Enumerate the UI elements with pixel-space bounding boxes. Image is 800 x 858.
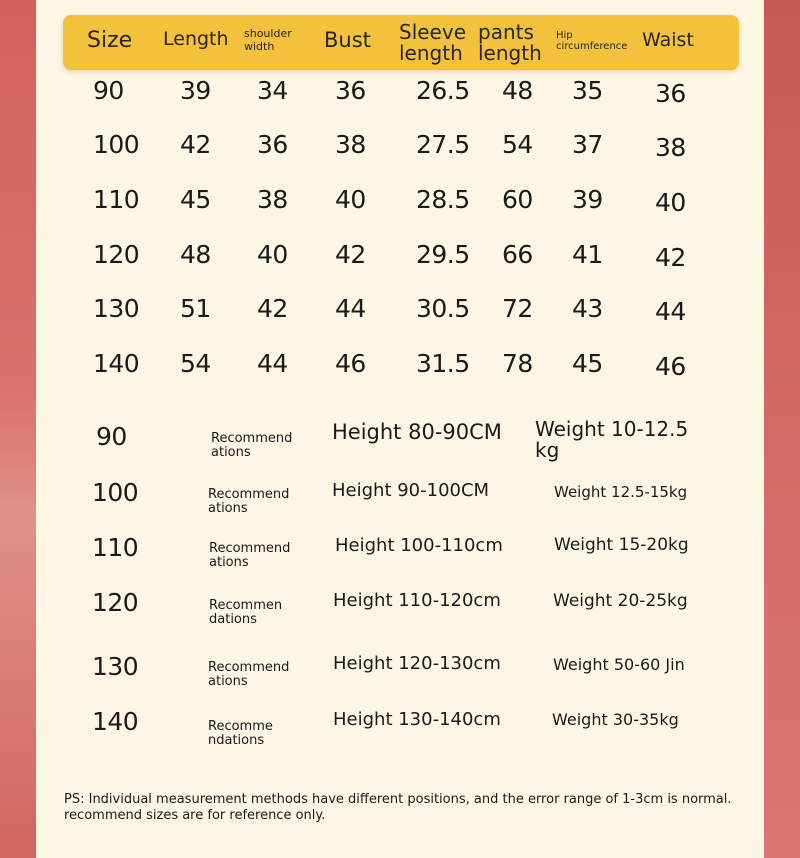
cell-waist: 36: [655, 79, 686, 108]
rec-label-line1: Recommend: [211, 431, 293, 446]
cell-pants: 54: [502, 130, 533, 159]
header-length: Length: [163, 28, 229, 50]
size-row: [0, 130, 800, 170]
cell-shoulder: 40: [257, 240, 288, 269]
rec-weight: Weight 12.5-15kg: [554, 483, 688, 501]
rec-size: 90: [96, 422, 127, 451]
rec-label-line2: ations: [209, 555, 249, 571]
cell-waist: 42: [655, 243, 686, 272]
rec-weight: Weight 20-25kg: [553, 591, 688, 611]
header-pants-line2: length: [478, 41, 542, 65]
cell-pants: 60: [502, 185, 533, 214]
cell-sleeve: 30.5: [416, 294, 470, 323]
cell-sleeve: 27.5: [416, 130, 470, 159]
cell-pants: 78: [502, 349, 533, 378]
rec-weight: Weight 10-12.5 kg: [535, 417, 689, 462]
cell-length: 42: [180, 130, 211, 159]
size-row: [0, 349, 800, 389]
rec-label-line2: dations: [209, 612, 257, 628]
cell-pants: 66: [502, 240, 533, 269]
cell-hip: 35: [572, 76, 603, 105]
cell-sleeve: 31.5: [416, 349, 470, 378]
rec-height: Height 100-110cm: [335, 535, 503, 556]
cell-waist: 44: [655, 297, 686, 326]
cell-hip: 41: [572, 240, 603, 269]
rec-height: Height 120-130cm: [333, 653, 501, 674]
rec-height: Height 80-90CM: [332, 420, 502, 444]
cell-pants: 48: [502, 76, 533, 105]
header-shoulder-width-line1: shoulder: [244, 27, 292, 40]
header-bust: Bust: [324, 28, 371, 52]
rec-weight: Weight 50-60 Jin: [553, 655, 685, 674]
cell-shoulder: 44: [257, 349, 288, 378]
cell-shoulder: 34: [257, 76, 288, 105]
header-shoulder-width-line2: width: [244, 40, 275, 53]
size-row: [0, 76, 800, 116]
size-row: [0, 185, 800, 225]
rec-size: 140: [92, 707, 139, 736]
recommendation-row: [0, 707, 800, 747]
header-waist: Waist: [642, 29, 694, 51]
cell-sleeve: 29.5: [416, 240, 470, 269]
rec-size: 130: [92, 652, 139, 681]
cell-sleeve: 28.5: [416, 185, 470, 214]
cell-bust: 42: [335, 240, 366, 269]
rec-size: 110: [92, 533, 139, 562]
rec-label: [211, 432, 301, 461]
cell-length: 39: [180, 76, 211, 105]
footnote: PS: Individual measurement methods have different positions, and the error range of 1-3cm is normal. recommend sizes are for reference only.: [64, 792, 732, 823]
rec-label-line1: Recommend: [209, 541, 291, 556]
rec-weight: Weight 15-20kg: [554, 535, 689, 555]
rec-size: 100: [92, 478, 139, 507]
cell-bust: 44: [335, 294, 366, 323]
recommendation-row: [0, 588, 800, 628]
cell-size: 110: [93, 185, 140, 214]
rec-label-line2: ndations: [208, 733, 265, 749]
rec-label-line1: Recommen: [209, 598, 283, 613]
cell-hip: 45: [572, 349, 603, 378]
cell-length: 51: [180, 294, 211, 323]
cell-waist: 38: [655, 133, 686, 162]
recommendation-row: [0, 417, 800, 470]
rec-label: [209, 599, 299, 628]
rec-height: Height 130-140cm: [333, 709, 501, 730]
rec-label-line2: ations: [208, 674, 248, 690]
rec-size: 120: [92, 588, 139, 617]
header-size: Size: [87, 28, 133, 53]
rec-label-line1: Recommend: [208, 660, 290, 675]
header-hip-line2: circumference: [556, 41, 628, 52]
rec-label: [208, 488, 298, 517]
table-header: [63, 15, 739, 70]
rec-label-line1: Recomme: [208, 719, 273, 734]
recommendation-row: [0, 478, 800, 518]
rec-label-line2: ations: [208, 501, 248, 517]
rec-label-line1: Recommend: [208, 487, 290, 502]
header-hip-line1: Hip: [556, 30, 573, 41]
cell-hip: 37: [572, 130, 603, 159]
cell-pants: 72: [502, 294, 533, 323]
cell-bust: 36: [335, 76, 366, 105]
cell-length: 48: [180, 240, 211, 269]
header-pants-line1: pants: [478, 20, 534, 44]
recommendation-row: [0, 652, 800, 692]
cell-shoulder: 38: [257, 185, 288, 214]
cell-shoulder: 42: [257, 294, 288, 323]
cell-sleeve: 26.5: [416, 76, 470, 105]
size-row: [0, 294, 800, 334]
cell-bust: 38: [335, 130, 366, 159]
cell-size: 140: [93, 349, 140, 378]
rec-label-line2: ations: [211, 445, 251, 461]
cell-size: 90: [93, 76, 124, 105]
rec-label: [208, 720, 298, 749]
rec-label: [208, 661, 298, 690]
cell-bust: 40: [335, 185, 366, 214]
cell-length: 45: [180, 185, 211, 214]
cell-hip: 43: [572, 294, 603, 323]
cell-size: 100: [93, 130, 140, 159]
cell-waist: 40: [655, 188, 686, 217]
cell-size: 120: [93, 240, 140, 269]
cell-size: 130: [93, 294, 140, 323]
cell-waist: 46: [655, 352, 686, 381]
rec-label: [209, 542, 299, 571]
rec-weight: Weight 30-35kg: [552, 710, 679, 729]
cell-hip: 39: [572, 185, 603, 214]
rec-height: Height 110-120cm: [333, 590, 501, 611]
header-sleeve-line2: length: [399, 41, 463, 65]
cell-shoulder: 36: [257, 130, 288, 159]
cell-length: 54: [180, 349, 211, 378]
header-sleeve-line1: Sleeve: [399, 20, 467, 44]
cell-bust: 46: [335, 349, 366, 378]
size-row: [0, 240, 800, 280]
rec-height: Height 90-100CM: [332, 480, 490, 501]
recommendation-row: [0, 533, 800, 573]
